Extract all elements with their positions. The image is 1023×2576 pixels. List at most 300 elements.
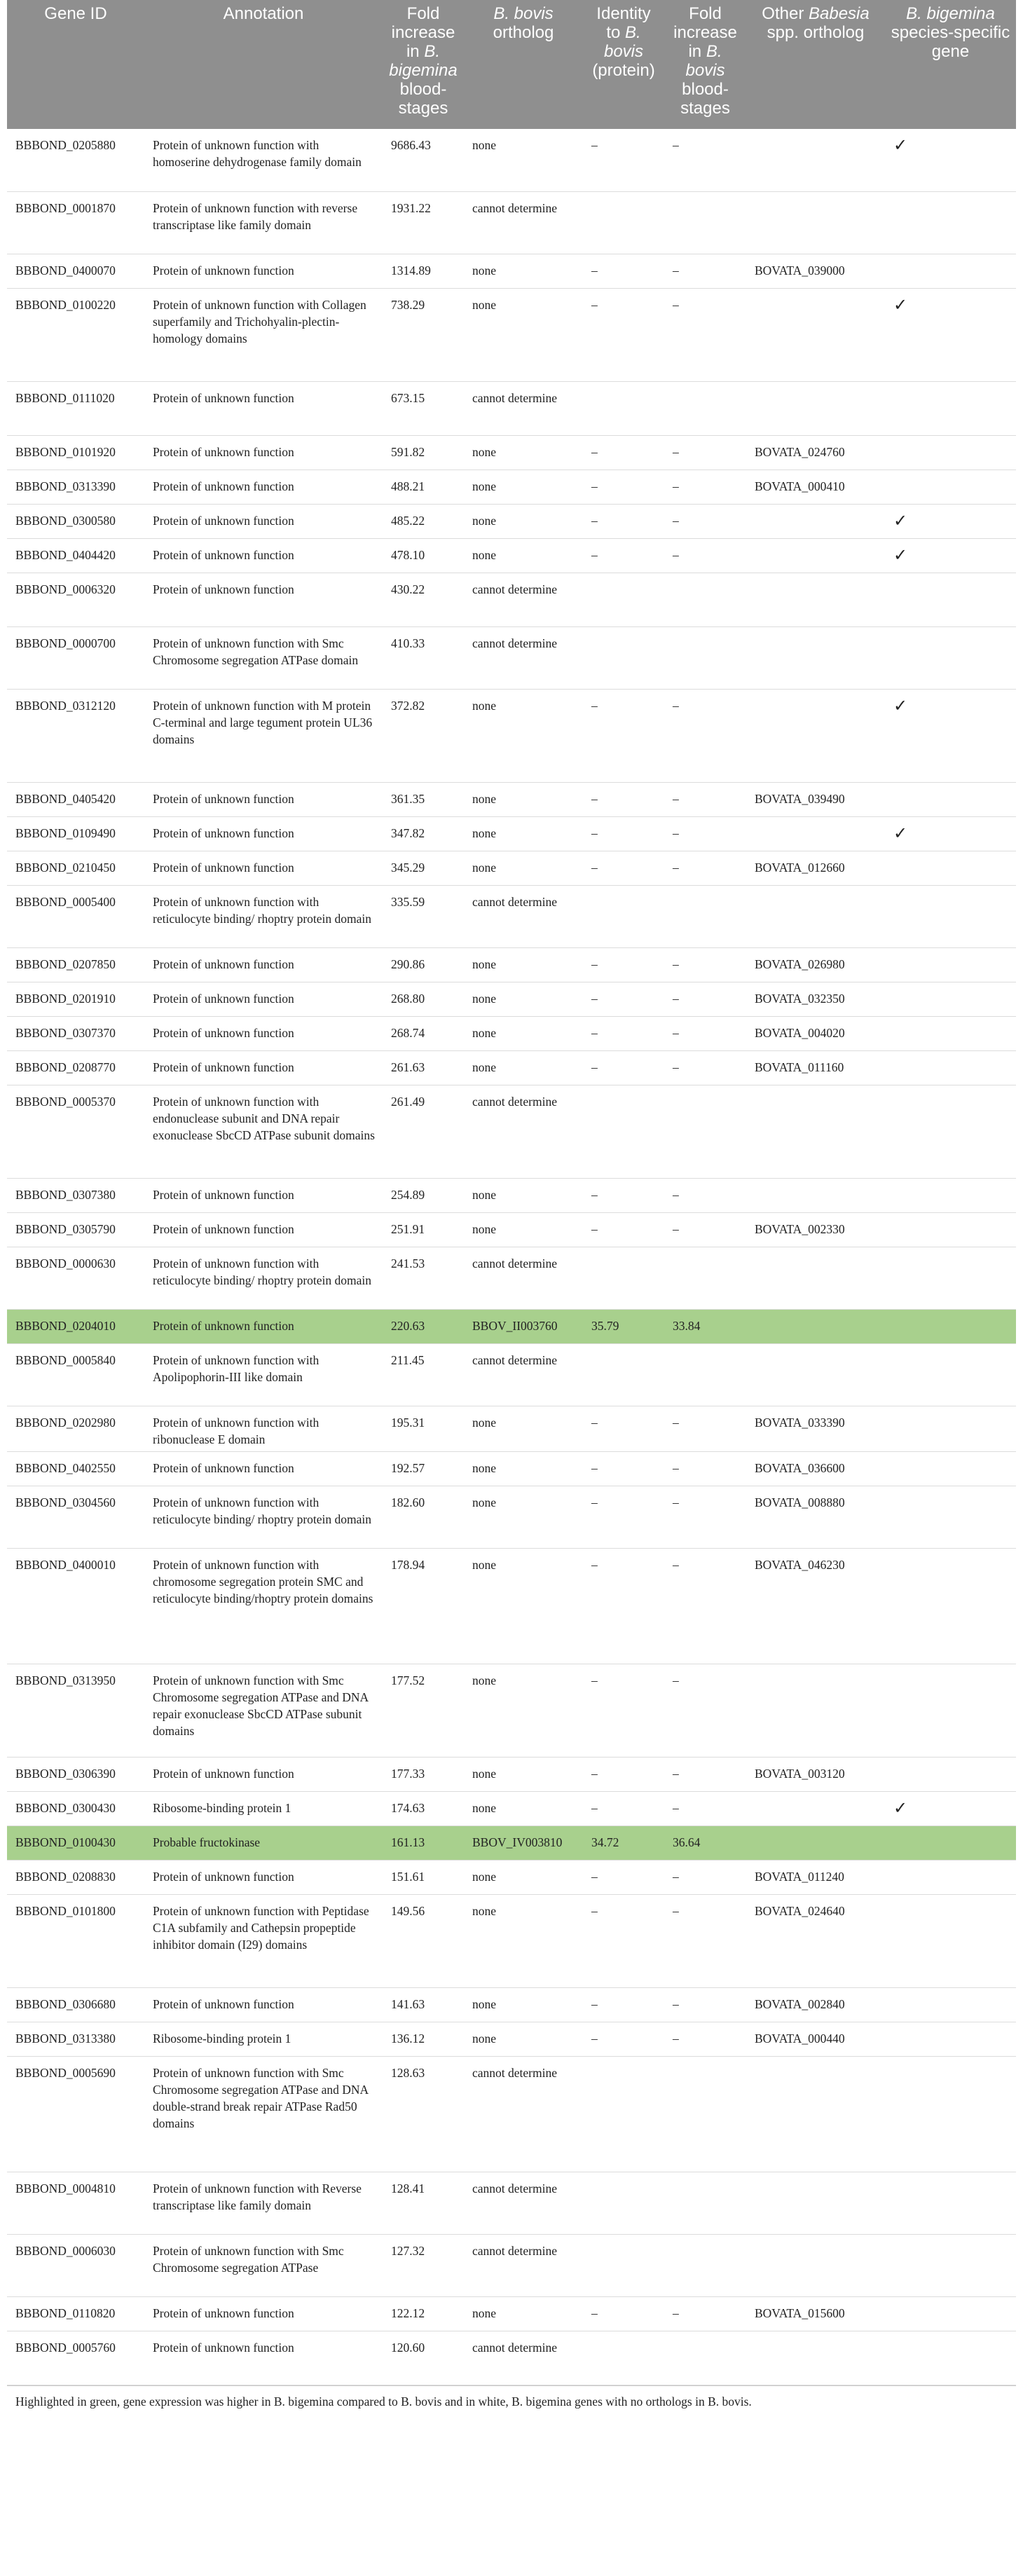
- fold-increase-bigemina-cell: 345.29: [383, 851, 464, 885]
- table-row: [7, 1085, 1016, 1178]
- bovis-ortholog-cell: none: [464, 1860, 583, 1894]
- annotation-cell: Protein of unknown function: [144, 1212, 383, 1247]
- identity-cell: –: [583, 1178, 664, 1212]
- identity-cell: –: [583, 851, 664, 885]
- species-specific-cell: [885, 1406, 1016, 1451]
- gene-id-cell: BBBOND_0101800: [7, 1894, 144, 1987]
- other-ortholog-cell: BOVATA_011240: [746, 1860, 885, 1894]
- annotation-cell: Protein of unknown function: [144, 1178, 383, 1212]
- table-row: [7, 851, 1016, 885]
- bovis-ortholog-cell: none: [464, 816, 583, 851]
- identity-cell: –: [583, 1987, 664, 2022]
- fold-increase-bovis-cell: –: [664, 1664, 746, 1757]
- other-ortholog-cell: [746, 1343, 885, 1406]
- annotation-cell: Ribosome-binding protein 1: [144, 2022, 383, 2056]
- fold-increase-bovis-cell: –: [664, 1757, 746, 1791]
- identity-cell: –: [583, 1894, 664, 1987]
- other-ortholog-cell: [746, 573, 885, 626]
- gene-id-cell: BBBOND_0307370: [7, 1016, 144, 1050]
- other-ortholog-cell: [746, 381, 885, 435]
- header-annotation: Annotation: [144, 0, 383, 129]
- bovis-ortholog-cell: none: [464, 1894, 583, 1987]
- bovis-ortholog-cell: BBOV_IV003810: [464, 1825, 583, 1860]
- fold-increase-bigemina-cell: 1314.89: [383, 254, 464, 288]
- gene-id-cell: BBBOND_0313950: [7, 1664, 144, 1757]
- bovis-ortholog-cell: cannot determine: [464, 626, 583, 689]
- fold-increase-bigemina-cell: 174.63: [383, 1791, 464, 1825]
- identity-cell: –: [583, 1050, 664, 1085]
- fold-increase-bovis-cell: 33.84: [664, 1309, 746, 1343]
- gene-id-cell: BBBOND_0005370: [7, 1085, 144, 1178]
- species-specific-cell: ✓: [885, 689, 1016, 782]
- species-specific-cell: [885, 2234, 1016, 2296]
- fold-increase-bovis-cell: –: [664, 538, 746, 573]
- fold-increase-bigemina-cell: 177.33: [383, 1757, 464, 1791]
- gene-id-cell: BBBOND_0109490: [7, 816, 144, 851]
- bovis-ortholog-cell: cannot determine: [464, 2056, 583, 2172]
- fold-increase-bovis-cell: [664, 1343, 746, 1406]
- identity-cell: [583, 2234, 664, 2296]
- fold-increase-bigemina-cell: 120.60: [383, 2331, 464, 2385]
- fold-increase-bovis-cell: [664, 573, 746, 626]
- bovis-ortholog-cell: cannot determine: [464, 573, 583, 626]
- species-specific-cell: [885, 1451, 1016, 1486]
- fold-increase-bigemina-cell: 290.86: [383, 947, 464, 982]
- annotation-cell: Protein of unknown function: [144, 1016, 383, 1050]
- fold-increase-bovis-cell: –: [664, 1406, 746, 1451]
- identity-cell: –: [583, 1548, 664, 1664]
- other-ortholog-cell: BOVATA_004020: [746, 1016, 885, 1050]
- fold-increase-bigemina-cell: 673.15: [383, 381, 464, 435]
- identity-cell: –: [583, 504, 664, 538]
- bovis-ortholog-cell: none: [464, 782, 583, 816]
- gene-id-cell: BBBOND_0300430: [7, 1791, 144, 1825]
- identity-cell: –: [583, 288, 664, 381]
- fold-increase-bovis-cell: –: [664, 1050, 746, 1085]
- species-specific-cell: [885, 1894, 1016, 1987]
- fold-increase-bigemina-cell: 251.91: [383, 1212, 464, 1247]
- identity-cell: –: [583, 2296, 664, 2331]
- other-ortholog-cell: [746, 626, 885, 689]
- table-row: [7, 538, 1016, 573]
- table-row: [7, 1486, 1016, 1548]
- identity-cell: –: [583, 2022, 664, 2056]
- annotation-cell: Protein of unknown function with Apolipophorin-III like domain: [144, 1343, 383, 1406]
- identity-cell: [583, 191, 664, 254]
- fold-increase-bigemina-cell: 127.32: [383, 2234, 464, 2296]
- identity-cell: –: [583, 689, 664, 782]
- gene-id-cell: BBBOND_0405420: [7, 782, 144, 816]
- fold-increase-bigemina-cell: 141.63: [383, 1987, 464, 2022]
- fold-increase-bovis-cell: [664, 2056, 746, 2172]
- other-ortholog-cell: BOVATA_024760: [746, 435, 885, 470]
- annotation-cell: Protein of unknown function with Smc Chromosome segregation ATPase domain: [144, 626, 383, 689]
- species-specific-cell: [885, 1212, 1016, 1247]
- annotation-cell: Protein of unknown function: [144, 1309, 383, 1343]
- other-ortholog-cell: BOVATA_000440: [746, 2022, 885, 2056]
- bovis-ortholog-cell: none: [464, 1791, 583, 1825]
- bovis-ortholog-cell: none: [464, 1178, 583, 1212]
- fold-increase-bovis-cell: [664, 1085, 746, 1178]
- table-row: [7, 982, 1016, 1016]
- annotation-cell: Protein of unknown function with Smc Chromosome segregation ATPase: [144, 2234, 383, 2296]
- species-specific-cell: [885, 1050, 1016, 1085]
- identity-cell: [583, 2331, 664, 2385]
- table-row: [7, 1016, 1016, 1050]
- annotation-cell: Protein of unknown function: [144, 1050, 383, 1085]
- annotation-cell: Protein of unknown function: [144, 435, 383, 470]
- gene-id-cell: BBBOND_0006030: [7, 2234, 144, 2296]
- annotation-cell: Protein of unknown function: [144, 1451, 383, 1486]
- annotation-cell: Protein of unknown function with homoserine dehydrogenase family domain: [144, 129, 383, 191]
- identity-cell: –: [583, 470, 664, 504]
- table-row: [7, 1548, 1016, 1664]
- species-specific-cell: [885, 1247, 1016, 1309]
- fold-increase-bigemina-cell: 220.63: [383, 1309, 464, 1343]
- fold-increase-bovis-cell: [664, 191, 746, 254]
- fold-increase-bigemina-cell: 9686.43: [383, 129, 464, 191]
- fold-increase-bovis-cell: [664, 2234, 746, 2296]
- fold-increase-bigemina-cell: 149.56: [383, 1894, 464, 1987]
- table-row: [7, 1406, 1016, 1451]
- fold-increase-bovis-cell: –: [664, 435, 746, 470]
- other-ortholog-cell: [746, 689, 885, 782]
- bovis-ortholog-cell: none: [464, 982, 583, 1016]
- fold-increase-bovis-cell: –: [664, 1894, 746, 1987]
- table-row: [7, 2234, 1016, 2296]
- gene-id-cell: BBBOND_0100220: [7, 288, 144, 381]
- gene-id-cell: BBBOND_0208770: [7, 1050, 144, 1085]
- identity-cell: [583, 1343, 664, 1406]
- gene-id-cell: BBBOND_0400070: [7, 254, 144, 288]
- bovis-ortholog-cell: none: [464, 689, 583, 782]
- other-ortholog-cell: [746, 2234, 885, 2296]
- fold-increase-bovis-cell: [664, 885, 746, 947]
- fold-increase-bovis-cell: –: [664, 816, 746, 851]
- species-specific-cell: ✓: [885, 1791, 1016, 1825]
- table-row: [7, 2331, 1016, 2385]
- species-specific-cell: [885, 885, 1016, 947]
- fold-increase-bovis-cell: –: [664, 254, 746, 288]
- table-row: [7, 504, 1016, 538]
- identity-cell: –: [583, 782, 664, 816]
- annotation-cell: Protein of unknown function: [144, 982, 383, 1016]
- fold-increase-bovis-cell: –: [664, 1451, 746, 1486]
- gene-id-cell: BBBOND_0312120: [7, 689, 144, 782]
- table-row: [7, 1987, 1016, 2022]
- fold-increase-bigemina-cell: 372.82: [383, 689, 464, 782]
- fold-increase-bigemina-cell: 738.29: [383, 288, 464, 381]
- annotation-cell: Probable fructokinase: [144, 1825, 383, 1860]
- other-ortholog-cell: BOVATA_002840: [746, 1987, 885, 2022]
- header-bovis-ortholog: B. bovis ortholog: [464, 0, 583, 129]
- other-ortholog-cell: BOVATA_000410: [746, 470, 885, 504]
- gene-id-cell: BBBOND_0404420: [7, 538, 144, 573]
- header-fold-bovis: Fold increase in B. bovis blood-stages: [664, 0, 746, 129]
- gene-id-cell: BBBOND_0300580: [7, 504, 144, 538]
- bovis-ortholog-cell: none: [464, 435, 583, 470]
- gene-id-cell: BBBOND_0402550: [7, 1451, 144, 1486]
- annotation-cell: Protein of unknown function with Collagen superfamily and Trichohyalin-plectin-homology domains: [144, 288, 383, 381]
- bovis-ortholog-cell: none: [464, 1406, 583, 1451]
- fold-increase-bigemina-cell: 151.61: [383, 1860, 464, 1894]
- gene-id-cell: BBBOND_0306680: [7, 1987, 144, 2022]
- bovis-ortholog-cell: cannot determine: [464, 2234, 583, 2296]
- table-row: [7, 885, 1016, 947]
- table-row: [7, 1825, 1016, 1860]
- annotation-cell: Protein of unknown function with Reverse transcriptase like family domain: [144, 2172, 383, 2234]
- fold-increase-bigemina-cell: 182.60: [383, 1486, 464, 1548]
- identity-cell: –: [583, 1451, 664, 1486]
- bovis-ortholog-cell: cannot determine: [464, 2172, 583, 2234]
- table-row: [7, 1860, 1016, 1894]
- other-ortholog-cell: [746, 885, 885, 947]
- fold-increase-bigemina-cell: 177.52: [383, 1664, 464, 1757]
- bovis-ortholog-cell: none: [464, 1050, 583, 1085]
- other-ortholog-cell: [746, 1791, 885, 1825]
- annotation-cell: Protein of unknown function: [144, 1987, 383, 2022]
- annotation-cell: Protein of unknown function: [144, 947, 383, 982]
- species-specific-cell: [885, 1548, 1016, 1664]
- species-specific-cell: [885, 1016, 1016, 1050]
- identity-cell: –: [583, 947, 664, 982]
- bovis-ortholog-cell: none: [464, 1757, 583, 1791]
- annotation-cell: Protein of unknown function with M protein C-terminal and large tegument protein UL36 domains: [144, 689, 383, 782]
- species-specific-cell: ✓: [885, 816, 1016, 851]
- gene-id-cell: BBBOND_0313380: [7, 2022, 144, 2056]
- fold-increase-bigemina-cell: 261.63: [383, 1050, 464, 1085]
- identity-cell: –: [583, 1791, 664, 1825]
- species-specific-cell: [885, 254, 1016, 288]
- species-specific-cell: [885, 2056, 1016, 2172]
- identity-cell: –: [583, 1860, 664, 1894]
- fold-increase-bovis-cell: –: [664, 2022, 746, 2056]
- fold-increase-bigemina-cell: 1931.22: [383, 191, 464, 254]
- header-species-specific: B. bigemina species-specific gene: [885, 0, 1016, 129]
- table-row: [7, 947, 1016, 982]
- bovis-ortholog-cell: none: [464, 470, 583, 504]
- table-row: [7, 1894, 1016, 1987]
- identity-cell: –: [583, 1016, 664, 1050]
- gene-id-cell: BBBOND_0004810: [7, 2172, 144, 2234]
- gene-id-cell: BBBOND_0201910: [7, 982, 144, 1016]
- fold-increase-bovis-cell: –: [664, 1791, 746, 1825]
- identity-cell: [583, 1247, 664, 1309]
- table-row: [7, 1451, 1016, 1486]
- table-row: [7, 129, 1016, 191]
- gene-id-cell: BBBOND_0000630: [7, 1247, 144, 1309]
- bovis-ortholog-cell: none: [464, 1486, 583, 1548]
- gene-id-cell: BBBOND_0205880: [7, 129, 144, 191]
- fold-increase-bigemina-cell: 485.22: [383, 504, 464, 538]
- species-specific-cell: [885, 1085, 1016, 1178]
- identity-cell: [583, 2172, 664, 2234]
- species-specific-cell: [885, 1825, 1016, 1860]
- annotation-cell: Protein of unknown function with chromosome segregation protein SMC and reticulocyte binding/rhoptry protein domains: [144, 1548, 383, 1664]
- fold-increase-bovis-cell: [664, 2172, 746, 2234]
- bovis-ortholog-cell: none: [464, 1664, 583, 1757]
- fold-increase-bovis-cell: –: [664, 504, 746, 538]
- bovis-ortholog-cell: none: [464, 254, 583, 288]
- table-row: [7, 435, 1016, 470]
- bovis-ortholog-cell: cannot determine: [464, 2331, 583, 2385]
- other-ortholog-cell: BOVATA_008880: [746, 1486, 885, 1548]
- fold-increase-bovis-cell: –: [664, 1212, 746, 1247]
- gene-id-cell: BBBOND_0304560: [7, 1486, 144, 1548]
- gene-id-cell: BBBOND_0307380: [7, 1178, 144, 1212]
- fold-increase-bigemina-cell: 347.82: [383, 816, 464, 851]
- fold-increase-bovis-cell: –: [664, 947, 746, 982]
- fold-increase-bovis-cell: –: [664, 689, 746, 782]
- fold-increase-bigemina-cell: 254.89: [383, 1178, 464, 1212]
- table-row: [7, 626, 1016, 689]
- other-ortholog-cell: [746, 1309, 885, 1343]
- gene-id-cell: BBBOND_0202980: [7, 1406, 144, 1451]
- table-row: [7, 1791, 1016, 1825]
- gene-id-cell: BBBOND_0313390: [7, 470, 144, 504]
- header-fold-bigemina: Fold increase in B. bigemina blood-stages: [383, 0, 464, 129]
- fold-increase-bigemina-cell: 195.31: [383, 1406, 464, 1451]
- bovis-ortholog-cell: none: [464, 947, 583, 982]
- fold-increase-bigemina-cell: 192.57: [383, 1451, 464, 1486]
- gene-id-cell: BBBOND_0306390: [7, 1757, 144, 1791]
- other-ortholog-cell: [746, 538, 885, 573]
- fold-increase-bigemina-cell: 241.53: [383, 1247, 464, 1309]
- annotation-cell: Protein of unknown function with Peptidase C1A subfamily and Cathepsin propeptide inhibitor domain (I29) domains: [144, 1894, 383, 1987]
- table-container: [7, 0, 1016, 2410]
- fold-increase-bovis-cell: –: [664, 1987, 746, 2022]
- table-row: [7, 816, 1016, 851]
- gene-id-cell: BBBOND_0000700: [7, 626, 144, 689]
- fold-increase-bigemina-cell: 335.59: [383, 885, 464, 947]
- table-row: [7, 470, 1016, 504]
- species-specific-cell: [885, 2022, 1016, 2056]
- identity-cell: –: [583, 1664, 664, 1757]
- annotation-cell: Protein of unknown function: [144, 470, 383, 504]
- species-specific-cell: [885, 1309, 1016, 1343]
- table-row: [7, 2022, 1016, 2056]
- table-row: [7, 288, 1016, 381]
- annotation-cell: Protein of unknown function with reverse transcriptase like family domain: [144, 191, 383, 254]
- identity-cell: 35.79: [583, 1309, 664, 1343]
- species-specific-cell: [885, 1664, 1016, 1757]
- fold-increase-bigemina-cell: 128.41: [383, 2172, 464, 2234]
- identity-cell: [583, 381, 664, 435]
- other-ortholog-cell: BOVATA_003120: [746, 1757, 885, 1791]
- fold-increase-bigemina-cell: 430.22: [383, 573, 464, 626]
- gene-id-cell: BBBOND_0207850: [7, 947, 144, 982]
- species-specific-cell: [885, 1343, 1016, 1406]
- bovis-ortholog-cell: none: [464, 504, 583, 538]
- table-row: [7, 1247, 1016, 1309]
- bovis-ortholog-cell: none: [464, 1016, 583, 1050]
- fold-increase-bigemina-cell: 178.94: [383, 1548, 464, 1664]
- bovis-ortholog-cell: cannot determine: [464, 191, 583, 254]
- bovis-ortholog-cell: cannot determine: [464, 1343, 583, 1406]
- fold-increase-bigemina-cell: 122.12: [383, 2296, 464, 2331]
- other-ortholog-cell: [746, 1825, 885, 1860]
- table-row: [7, 2296, 1016, 2331]
- other-ortholog-cell: BOVATA_012660: [746, 851, 885, 885]
- header-other-ortholog: Other Babesia spp. ortholog: [746, 0, 885, 129]
- identity-cell: –: [583, 1406, 664, 1451]
- table-row: [7, 2172, 1016, 2234]
- other-ortholog-cell: BOVATA_002330: [746, 1212, 885, 1247]
- annotation-cell: Protein of unknown function with ribonuclease E domain: [144, 1406, 383, 1451]
- fold-increase-bovis-cell: –: [664, 851, 746, 885]
- other-ortholog-cell: [746, 816, 885, 851]
- table-body: [7, 129, 1016, 2385]
- gene-id-cell: BBBOND_0005840: [7, 1343, 144, 1406]
- annotation-cell: Protein of unknown function with Smc Chromosome segregation ATPase and DNA double-strand break repair ATPase Rad50 domains: [144, 2056, 383, 2172]
- identity-cell: –: [583, 538, 664, 573]
- table-row: [7, 1212, 1016, 1247]
- bovis-ortholog-cell: cannot determine: [464, 1085, 583, 1178]
- identity-cell: –: [583, 254, 664, 288]
- species-specific-cell: [885, 851, 1016, 885]
- identity-cell: [583, 885, 664, 947]
- other-ortholog-cell: [746, 1664, 885, 1757]
- header-gene-id: Gene ID: [7, 0, 144, 129]
- table-row: [7, 689, 1016, 782]
- gene-id-cell: BBBOND_0204010: [7, 1309, 144, 1343]
- fold-increase-bigemina-cell: 268.74: [383, 1016, 464, 1050]
- fold-increase-bovis-cell: –: [664, 129, 746, 191]
- annotation-cell: Protein of unknown function: [144, 816, 383, 851]
- other-ortholog-cell: BOVATA_046230: [746, 1548, 885, 1664]
- fold-increase-bovis-cell: –: [664, 1548, 746, 1664]
- identity-cell: [583, 1085, 664, 1178]
- annotation-cell: Protein of unknown function: [144, 2296, 383, 2331]
- gene-id-cell: BBBOND_0110820: [7, 2296, 144, 2331]
- annotation-cell: Protein of unknown function: [144, 538, 383, 573]
- identity-cell: –: [583, 1757, 664, 1791]
- fold-increase-bigemina-cell: 268.80: [383, 982, 464, 1016]
- table-row: [7, 191, 1016, 254]
- other-ortholog-cell: BOVATA_011160: [746, 1050, 885, 1085]
- species-specific-cell: [885, 947, 1016, 982]
- header-row: [7, 0, 1016, 129]
- species-specific-cell: [885, 2331, 1016, 2385]
- gene-id-cell: BBBOND_0210450: [7, 851, 144, 885]
- species-specific-cell: [885, 1987, 1016, 2022]
- bovis-ortholog-cell: none: [464, 129, 583, 191]
- bovis-ortholog-cell: none: [464, 1212, 583, 1247]
- annotation-cell: Protein of unknown function with endonuclease subunit and DNA repair exonuclease SbcCD ATPase subunit domains: [144, 1085, 383, 1178]
- bovis-ortholog-cell: none: [464, 1548, 583, 1664]
- annotation-cell: Protein of unknown function: [144, 573, 383, 626]
- fold-increase-bovis-cell: –: [664, 1178, 746, 1212]
- other-ortholog-cell: BOVATA_036600: [746, 1451, 885, 1486]
- identity-cell: [583, 2056, 664, 2172]
- fold-increase-bovis-cell: –: [664, 2296, 746, 2331]
- bovis-ortholog-cell: BBOV_II003760: [464, 1309, 583, 1343]
- species-specific-cell: [885, 982, 1016, 1016]
- fold-increase-bovis-cell: [664, 626, 746, 689]
- other-ortholog-cell: BOVATA_024640: [746, 1894, 885, 1987]
- fold-increase-bovis-cell: –: [664, 1016, 746, 1050]
- fold-increase-bigemina-cell: 410.33: [383, 626, 464, 689]
- annotation-cell: Protein of unknown function: [144, 381, 383, 435]
- gene-id-cell: BBBOND_0100430: [7, 1825, 144, 1860]
- fold-increase-bigemina-cell: 591.82: [383, 435, 464, 470]
- fold-increase-bovis-cell: –: [664, 982, 746, 1016]
- other-ortholog-cell: BOVATA_039000: [746, 254, 885, 288]
- table-footnote: Highlighted in green, gene expression was higher in B. bigemina compared to B. bovis and in white, B. bigemina genes with no orthologs in B. bovis.: [7, 2385, 1016, 2410]
- fold-increase-bovis-cell: –: [664, 1486, 746, 1548]
- species-specific-cell: [885, 782, 1016, 816]
- table-row: [7, 254, 1016, 288]
